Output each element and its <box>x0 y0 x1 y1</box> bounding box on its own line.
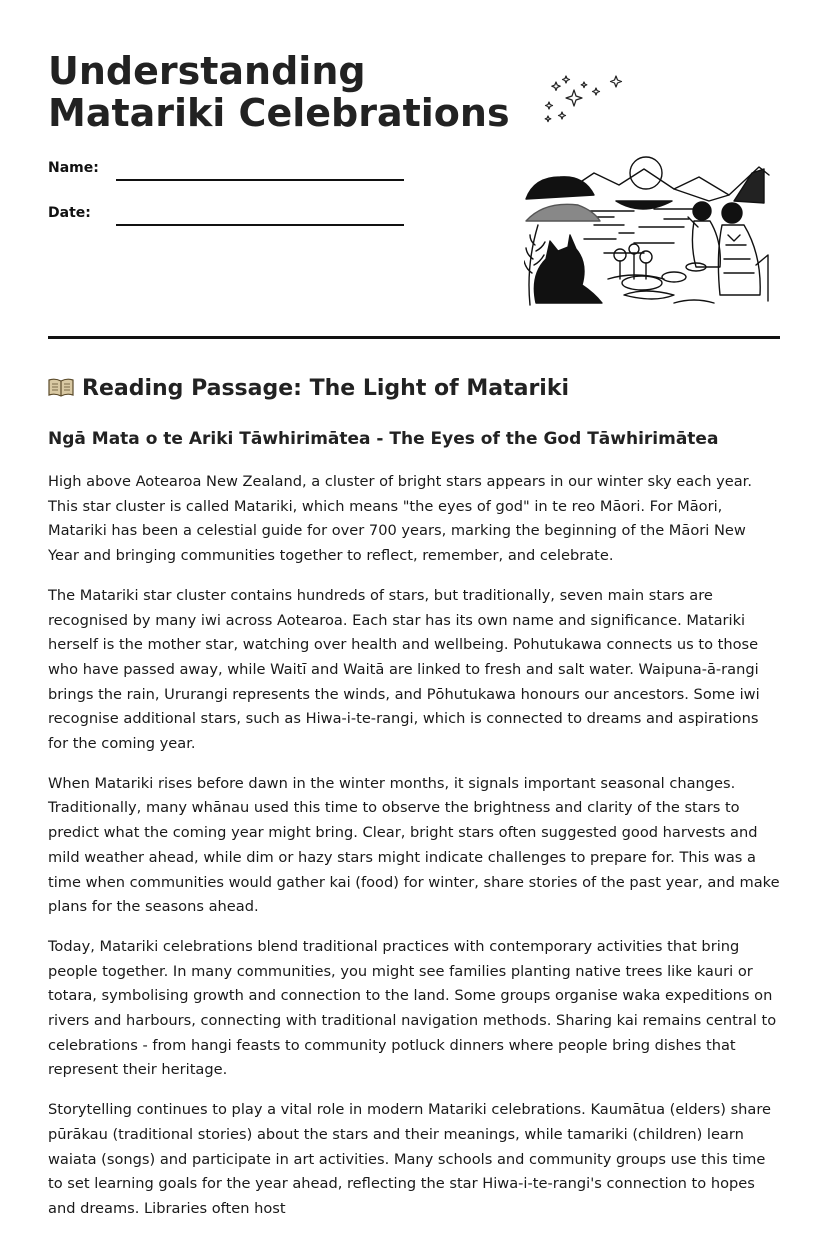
reading-passage-subheading: Ngā Mata o te Ariki Tāwhirimātea - The Eyes of the God Tāwhirimātea <box>48 429 719 449</box>
stars-cluster-icon <box>540 72 630 132</box>
reading-passage-heading <box>48 374 569 404</box>
worksheet-page <box>48 0 780 1217</box>
worksheet-title: Understanding Matariki Celebrations <box>48 49 510 135</box>
name-field[interactable] <box>48 158 408 182</box>
reading-passage-heading-text: Reading Passage: The Light of Matariki <box>82 376 570 401</box>
date-field[interactable] <box>48 203 408 227</box>
passage-paragraph: Storytelling continues to play a vital role in modern Matariki celebrations. Kaumātua (elders) share pūrākau (traditional stories) about the stars and their meanings, while tamariki (children) learn waiata (songs) and participate in art activities. Many schools and community groups use this time to set learning goals for the year ahead, reflecting the star Hiwa-i-te-rangi's connection to hopes and dreams. Libraries often host <box>48 1101 772 1217</box>
date-line[interactable] <box>116 224 404 226</box>
worksheet-header <box>48 0 780 401</box>
passage-paragraph: When Matariki rises before dawn in the winter months, it signals important seasonal changes. Traditionally, many whānau used this time to observe the brightness and clarity of the stars to predict what the coming year might bring. Clear, bright stars often suggested good harvests and mild weather ahead, while dim or hazy stars might indicate challenges to prepare for. This was a time when communities would gather kai (food) for winter, share stories of the past year, and make plans for the seasons ahead. <box>48 774 780 916</box>
passage-paragraph: High above Aotearoa New Zealand, a cluster of bright stars appears in our winter sky each year. This star cluster is called Matariki, which means "the eyes of god" in te reo Māori. For Māori, Matariki has been a celestial guide for over 700 years, marking the beginning of the Māori New Year and bringing communities together to reflect, remember, and celebrate. <box>48 473 752 565</box>
name-label: Name: <box>48 160 99 176</box>
reading-passage-body <box>48 470 780 1237</box>
name-line[interactable] <box>116 179 404 181</box>
passage-paragraph: Today, Matariki celebrations blend traditional practices with contemporary activities that bring people together. In many communities, you might see families planting native trees like kauri or totara, symbolising growth and connection to the land. Some groups organise waka expeditions on rivers and harbours, connecting with traditional navigation methods. Sharing kai remains central to celebrations - from hangi feasts to community potluck dinners where people bring dishes that represent their heritage. <box>48 937 777 1079</box>
matariki-scene-illustration <box>524 155 770 310</box>
date-label: Date: <box>48 205 91 221</box>
open-book-icon <box>48 377 74 397</box>
passage-paragraph: The Matariki star cluster contains hundreds of stars, but traditionally, seven main stars are recognised by many iwi across Aotearoa. Each star has its own name and significance. Matariki herself is the mother star, watching over health and wellbeing. Pohutukawa connects us to those who have passed away, while Waitī and Waitā are linked to fresh and salt water. Waipuna-ā-rangi brings the rain, Ururangi represents the winds, and Pōhutukawa honours our ancestors. Some iwi recognise additional stars, such as Hiwa-i-te-rangi, which is connected to dreams and aspirations for the coming year. <box>48 586 760 753</box>
header-divider <box>48 336 780 339</box>
